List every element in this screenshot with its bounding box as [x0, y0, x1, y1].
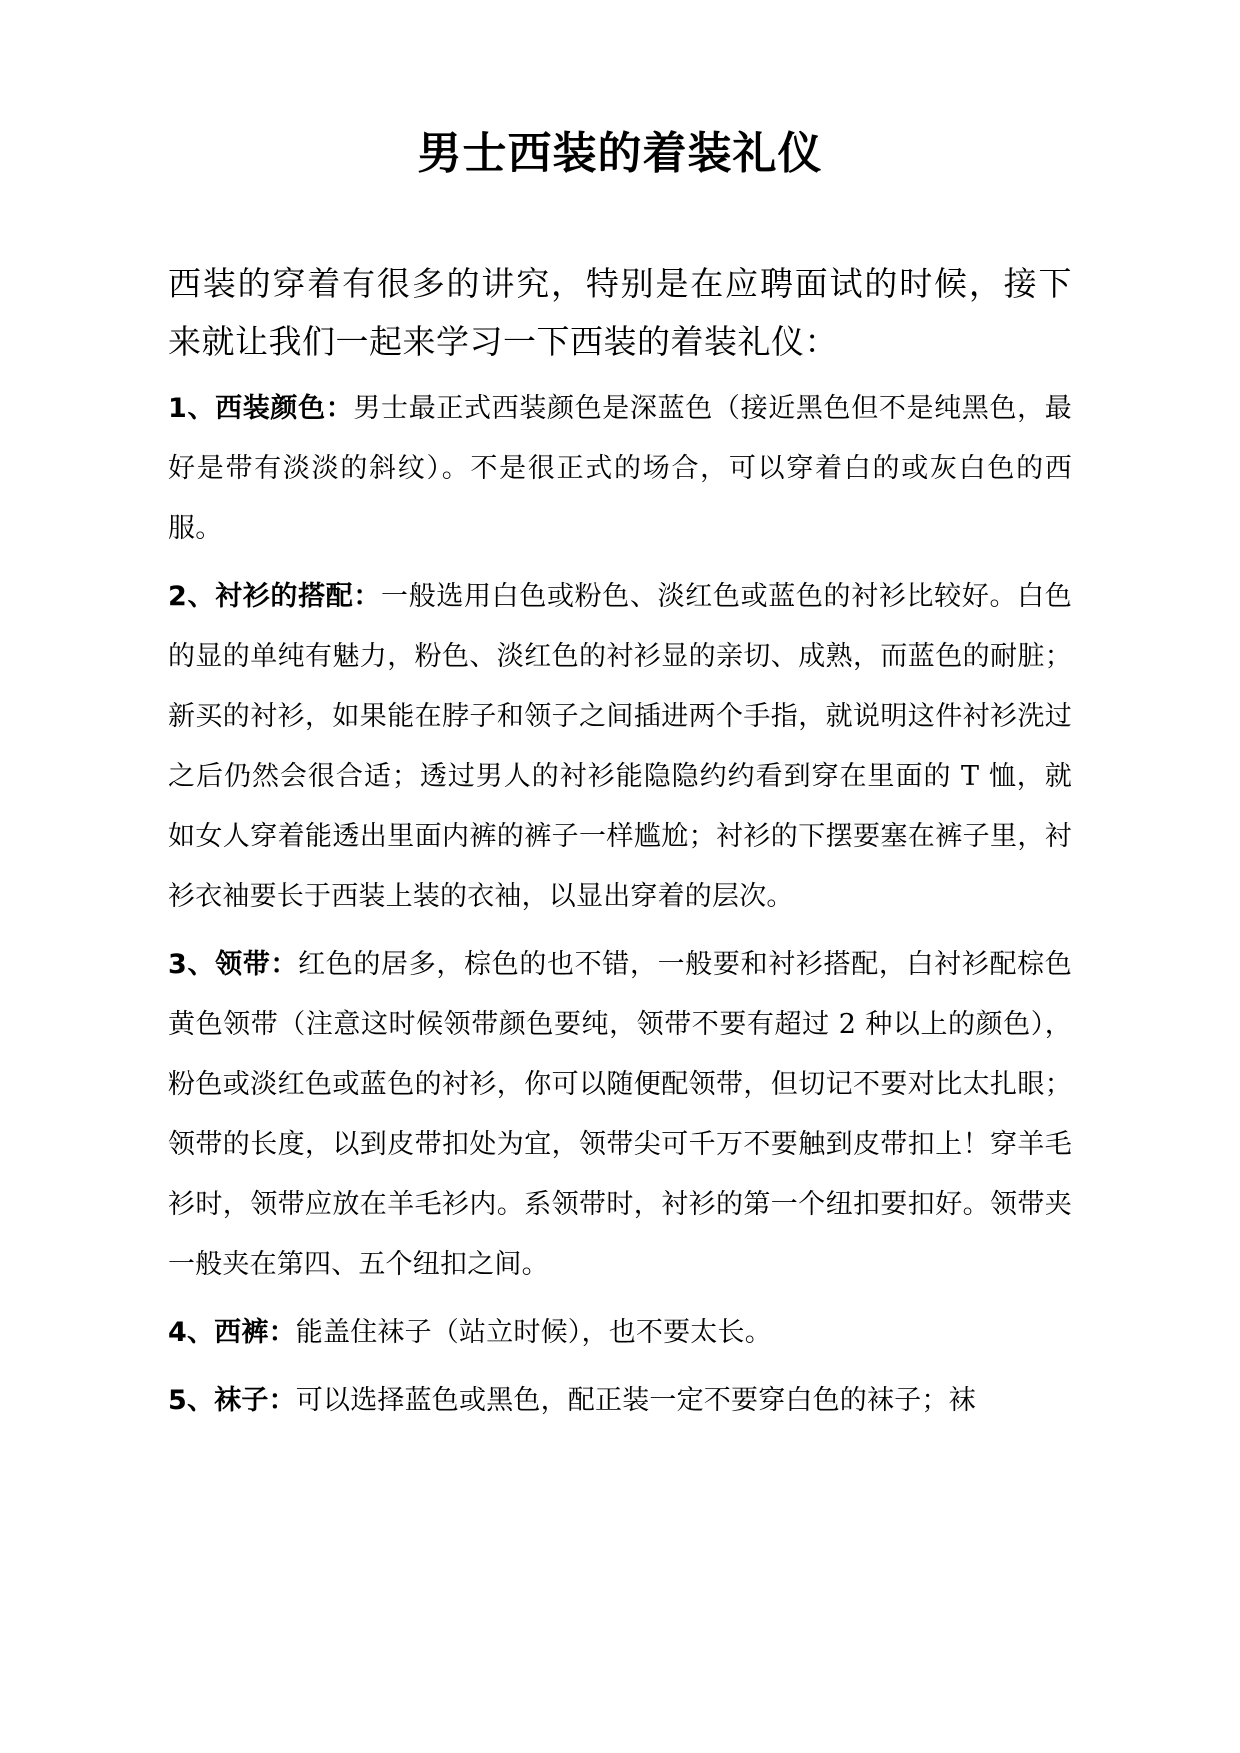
section-1-body: 男士最正式西装颜色是深蓝色（接近黑色但不是纯黑色，最好是带有淡淡的斜纹）。不是很正式的场合，可以穿着白的或灰白色的西服。 [168, 392, 1073, 544]
section-4 [168, 1303, 1072, 1363]
section-2 [168, 567, 1072, 927]
section-5-body: 可以选择蓝色或黑色，配正装一定不要穿白色的袜子；袜 [295, 1384, 976, 1416]
section-3 [168, 935, 1072, 1295]
section-2-label: 2、衬衫的搭配： [168, 580, 382, 612]
section-2-body: 一般选用白色或粉色、淡红色或蓝色的衬衫比较好。白色的显的单纯有魅力，粉色、淡红色的衬衫显的亲切、成熟，而蓝色的耐脏；新买的衬衫，如果能在脖子和领子之间插进两个手指，就说明这件衬衫洗过之后仍然会很合适；透过男人的衬衫能隐隐约约看到穿在里面的 T 恤，就如女人穿着能透出里面内裤的裤子一样尴尬；衬衫的下摆要塞在裤子里，衬衫衣袖要长于西装上装的衣袖，以显出穿着的层次。 [168, 580, 1073, 912]
section-5 [168, 1371, 1072, 1431]
section-4-label: 4、西裤： [168, 1316, 296, 1348]
intro-paragraph: 西装的穿着有很多的讲究，特别是在应聘面试的时候，接下来就让我们一起来学习一下西装的着装礼仪： [168, 263, 1072, 361]
section-5-label: 5、袜子： [168, 1384, 296, 1416]
section-1-label: 1、西装颜色： [168, 392, 354, 424]
section-3-label: 3、领带： [168, 948, 299, 980]
section-3-body: 红色的居多，棕色的也不错，一般要和衬衫搭配，白衬衫配棕色黄色领带（注意这时候领带颜色要纯，领带不要有超过 2 种以上的颜色），粉色或淡红色或蓝色的衬衫，你可以随便配领带，但切记不要对比太扎眼；领带的长度，以到皮带扣处为宜，领带尖可千万不要触到皮带扣上！穿羊毛衫时，领带应放在羊毛衫内。系领带时，衬衫的第一个纽扣要扣好。领带夹一般夹在第四、五个纽扣之间。 [168, 948, 1072, 1280]
section-4-body: 能盖住袜子（站立时候），也不要太长。 [295, 1316, 772, 1348]
section-1 [168, 379, 1072, 559]
document-body [168, 0, 1072, 1431]
page-title: 男士西装的着装礼仪 [417, 128, 823, 179]
